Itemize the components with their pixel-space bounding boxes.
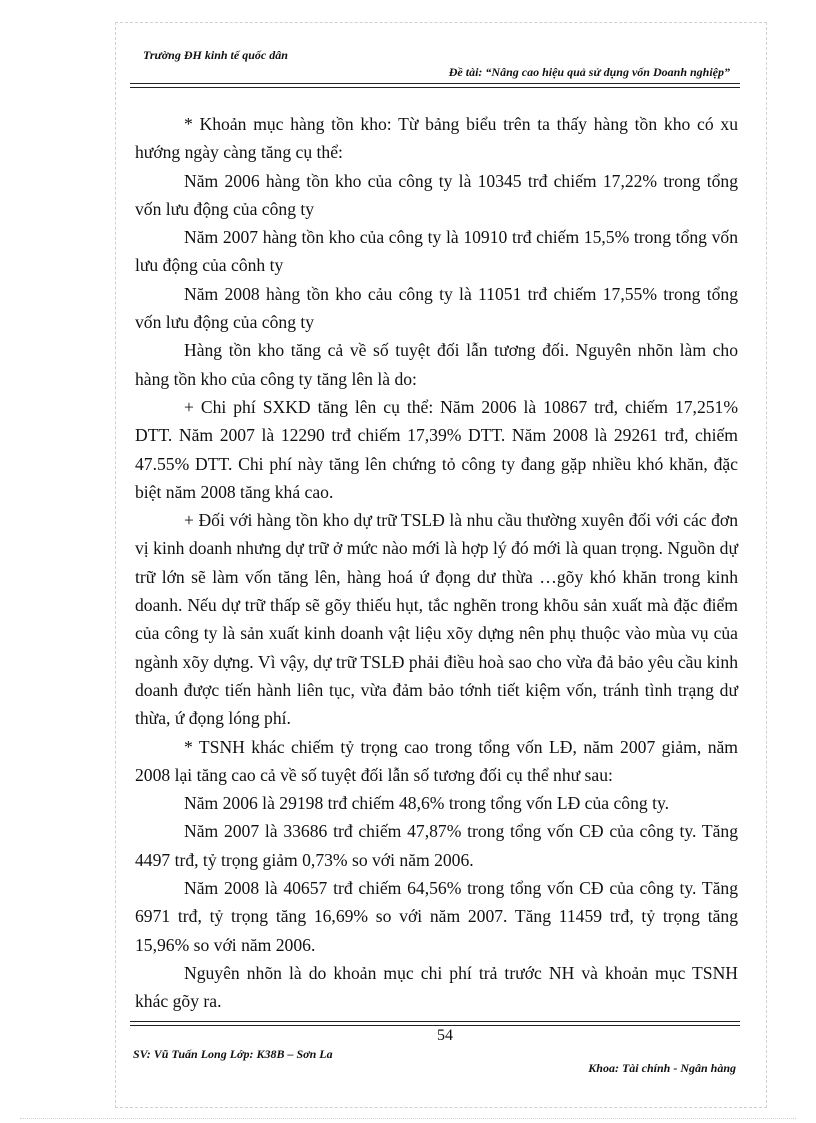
- paragraph-1: * Khoản mục hàng tồn kho: Từ bảng biểu trên ta thấy hàng tồn kho có xu hướng ngày càng tăng cụ thể:: [135, 114, 738, 163]
- paragraph-3: Năm 2007 hàng tồn kho của công ty là 10910 trđ chiếm 15,5% trong tổng vốn lưu động của cônh ty: [135, 227, 738, 276]
- paragraph-6: + Chi phí SXKD tăng lên cụ thể: Năm 2006 là 10867 trđ, chiếm 17,251% DTT. Năm 2007 là 12290 trđ chiếm 17,39% DTT. Năm 2008 là 29261 trđ, chiếm 47.55% DTT. Chi phí này tăng lên chứng tỏ công ty đang gặp nhiều khó khăn, đặc biệt năm 2008 tăng khá cao.: [135, 396, 738, 502]
- footer-student: SV: Vũ Tuấn Long Lớp: K38B – Sơn La: [133, 1047, 333, 1061]
- paragraph-12: Nguyên nhõn là do khoản mục chi phí trả trước NH và khoản mục TSNH khác gõy ra.: [135, 962, 738, 1012]
- paragraph-7: + Đối với hàng tồn kho dự trữ TSLĐ là nhu cầu thường xuyên đối với các đơn vị kinh doanh nhưng dự trữ ở mức nào mới là hợp lý đó mới là quan trọng. Nguồn dự trữ lớn sẽ làm vốn tăng lên, hàng hoá ứ đọng dư thừa …gõy khó khăn trong kinh doanh. Nếu dự trữ thấp sẽ gõy thiếu hụt, tắc nghẽn trong khõu sản xuất mà đặc điểm của công ty là sản xuất kinh doanh vật liệu xõy dựng nên phụ thuộc vào mùa vụ của ngành xõy dựng. Vì vậy, dự trữ TSLĐ phải điều hoà sao cho vừa đả bảo yêu cầu kinh doanh được tiến hành liên tục, vừa đảm bảo tớnh tiết kiệm vốn, tránh tình trạng dư thừa, ứ đọng lóng phí.: [135, 510, 738, 729]
- footer-faculty: Khoa: Tài chính - Ngân hàng: [588, 1061, 736, 1075]
- footer-rule-bottom: [130, 1025, 740, 1026]
- header-rule-top: [130, 83, 740, 84]
- paragraph-5: Hàng tồn kho tăng cả về số tuyệt đối lẫn tương đối. Nguyên nhõn làm cho hàng tồn kho của công ty tăng lên là do:: [135, 340, 738, 389]
- paragraph-10: Năm 2007 là 33686 trđ chiếm 47,87% trong tổng vốn CĐ của công ty. Tăng 4497 trđ, tỷ trọng giảm 0,73% so với năm 2006.: [135, 821, 738, 870]
- paragraph-8: * TSNH khác chiếm tỷ trọng cao trong tổng vốn LĐ, năm 2007 giảm, năm 2008 lại tăng cao cả về số tuyệt đối lẫn số tương đối cụ thể như sau:: [135, 736, 738, 785]
- paragraph-2: Năm 2006 hàng tồn kho của công ty là 10345 trđ chiếm 17,22% trong tổng vốn lưu động của công ty: [135, 170, 738, 219]
- header-topic: Đề tài: “Nâng cao hiệu quả sử dụng vốn Doanh nghiệp”: [448, 65, 730, 79]
- header-school: Trường ĐH kinh tế quốc dân: [143, 48, 288, 62]
- paragraph-9: Năm 2006 là 29198 trđ chiếm 48,6% trong tổng vốn LĐ của công ty.: [184, 793, 670, 814]
- footer-rule-top: [130, 1021, 740, 1022]
- page-number: 54: [437, 1027, 453, 1044]
- document-body: [135, 110, 738, 1016]
- page-bottom-dotted-line: [20, 1118, 796, 1119]
- paragraph-11: Năm 2008 là 40657 trđ chiếm 64,56% trong tổng vốn CĐ của công ty. Tăng 6971 trđ, tỷ trọng tăng 16,69% so với năm 2007. Tăng 11459 trđ, tỷ trọng tăng 15,96% so với năm 2006.: [135, 878, 738, 955]
- header-rule-bottom: [130, 87, 740, 88]
- paragraph-4: Năm 2008 hàng tồn kho cảu công ty là 11051 trđ chiếm 17,55% trong tổng vốn lưu động của công ty: [135, 283, 738, 333]
